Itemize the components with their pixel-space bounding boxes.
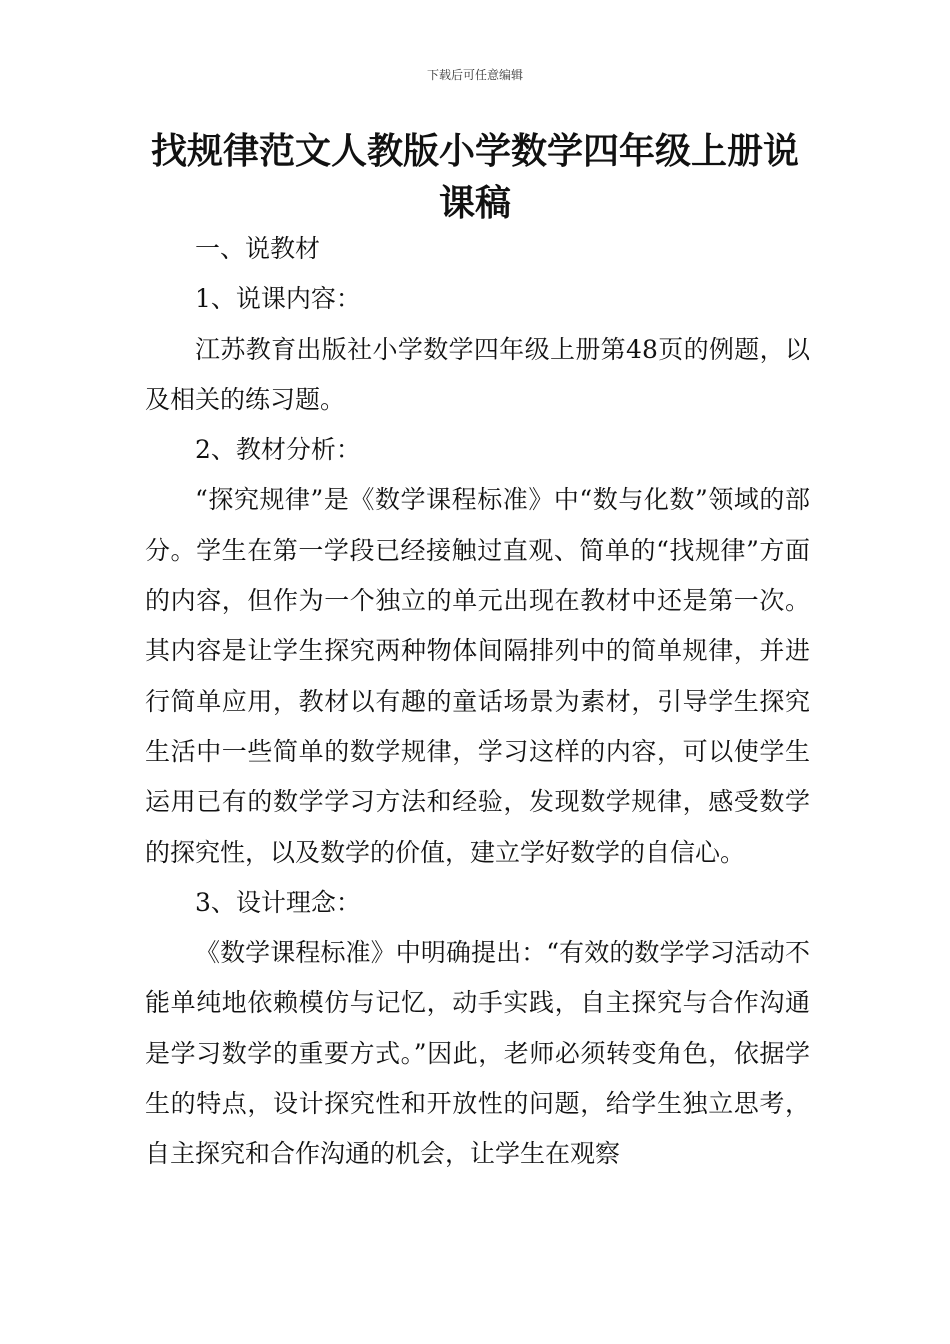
- document-body: [145, 224, 810, 1180]
- subheading-material-analysis: 2、教材分析：: [195, 435, 361, 465]
- document-title: 找规律范文人教版小学数学四年级上册说课稿: [150, 131, 799, 224]
- section-heading-teaching-material: 一、说教材: [195, 234, 321, 263]
- paragraph-material-analysis: “探究规律”是《数学课程标准》中“数与化数”领域的部分。学生在第一学段已经接触过直观、简单的“找规律”方面的内容，但作为一个独立的单元出现在教材中还是第一次。其内容是让学生探究两种物体间隔排列中的简单规律，并进行简单应用，教材以有趣的童话场景为素材，引导学生探究生活中一些简单的数学规律，学习这样的内容，可以使学生运用已有的数学学习方法和经验，发现数学规律，感受数学的探究性，以及数学的价值，建立学好数学的自信心。: [145, 485, 810, 867]
- paragraph-design-concept: 《数学课程标准》中明确提出：“有效的数学学习活动不能单纯地依赖模仿与记忆，动手实践，自主探究与合作沟通是学习数学的重要方式。”因此，老师必须转变角色，依据学生的特点，设计探究性和开放性的问题，给学生独立思考，自主探究和合作沟通的机会，让学生在观察: [145, 938, 810, 1169]
- paragraph-lesson-content: 江苏教育出版社小学数学四年级上册第48页的例题，以及相关的练习题。: [145, 334, 810, 414]
- subheading-design-concept: 3、设计理念：: [195, 887, 361, 917]
- page-header-note: 下载后可任意编辑: [426, 68, 523, 82]
- subheading-lesson-content: 1、说课内容：: [195, 284, 361, 314]
